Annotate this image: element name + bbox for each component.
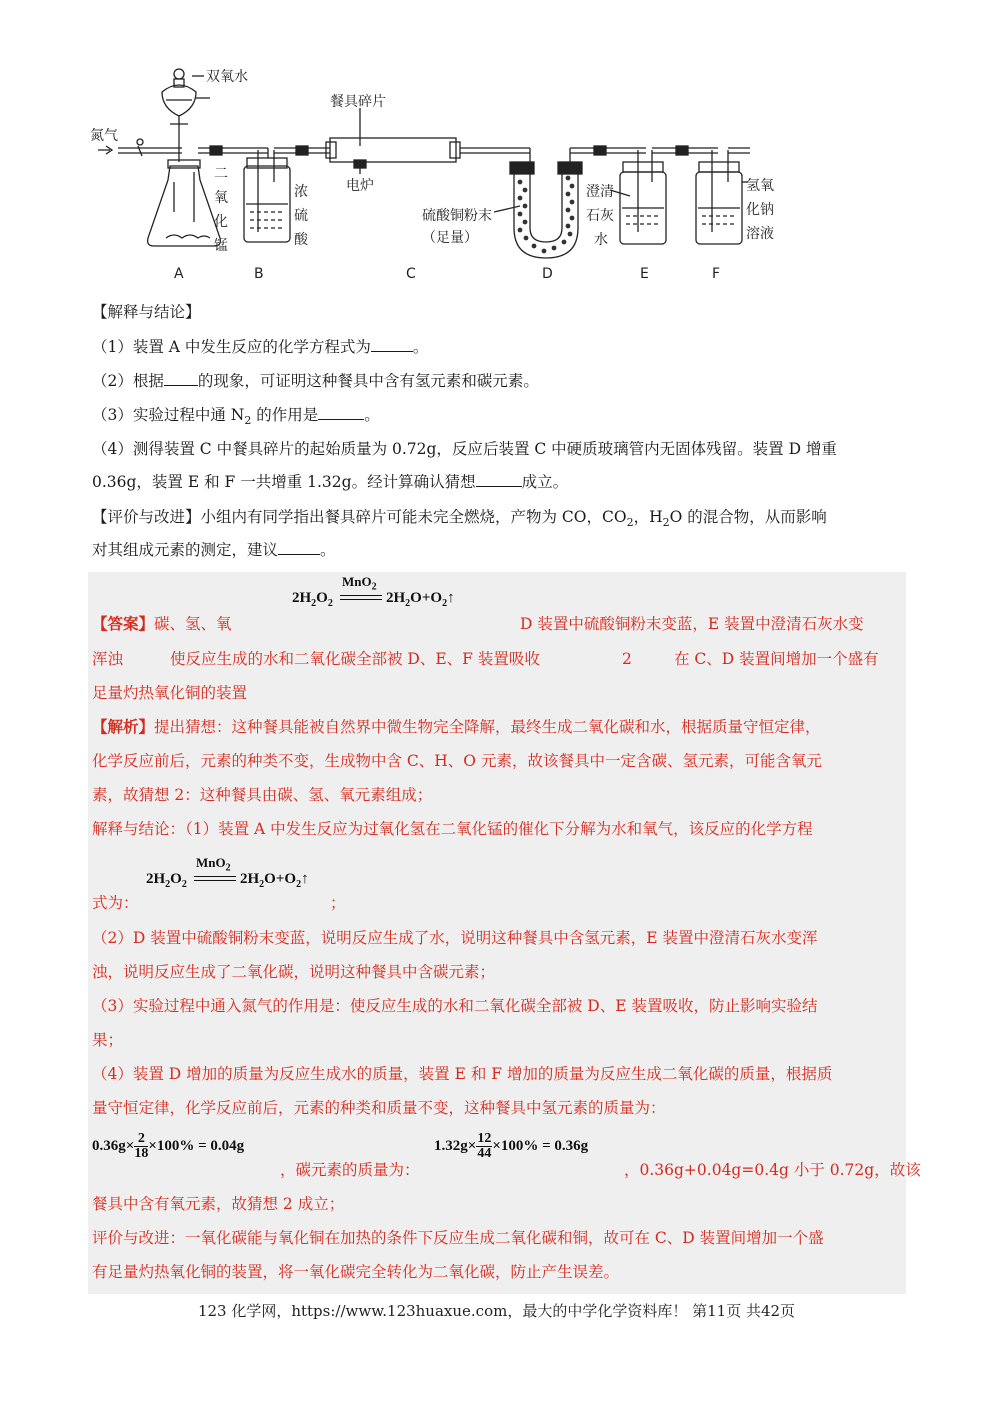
equation-analysis	[146, 853, 336, 893]
eq-bar-top	[340, 595, 382, 596]
question-3	[92, 405, 380, 431]
calc-conclusion: ，0.36g+0.04g=0.4g 小于 0.72g，故该	[624, 1161, 921, 1179]
eval-blank	[278, 540, 320, 555]
q1-end: 。	[412, 338, 429, 356]
analysis-text-1: 提出猜想：这种餐具能被自然界中微生物完全降解，最终生成二氧化碳和水，根据质量守恒定律，	[154, 718, 821, 736]
label-limewater-3: 水	[594, 232, 608, 248]
fraction-c: $\frac{12}{44}$	[477, 1131, 492, 1161]
analysis-line-5-b: ；	[330, 894, 346, 912]
fraction-h: $\frac{2}{18}$	[134, 1131, 149, 1161]
q1-text: （1）装置 A 中发生反应的化学方程式为	[92, 338, 371, 356]
answer-line-3: 足量灼热氧化铜的装置	[92, 684, 248, 702]
label-mno2-2: 氧	[214, 190, 228, 206]
label-naoh-2: 化钠	[746, 202, 774, 218]
eval-sub-2: 2	[662, 516, 670, 530]
gas-arrow-icon: ↑	[447, 590, 455, 606]
eq2-right: $2H_2O+O_2↑$	[240, 871, 309, 890]
q4-text-b: 成立。	[521, 473, 569, 491]
label-naoh-1: 氢氧	[746, 178, 774, 194]
eval-text-a: 【评价与改进】小组内有同学指出餐具碎片可能未完全燃烧，产物为 CO，CO	[92, 508, 627, 526]
label-nitrogen: 氮气	[90, 128, 118, 144]
equation-answer	[292, 572, 482, 612]
gas-arrow-icon-2: ↑	[301, 871, 309, 887]
section-heading: 【解释与结论】	[92, 303, 201, 321]
analysis-line-4: 解释与结论：（1）装置 A 中发生反应为过氧化氢在二氧化锰的催化下分解为水和氧气，该反应的化学方程	[92, 820, 813, 838]
inlet-arrow-icon	[98, 146, 112, 154]
question-4-line-1: （4）测得装置 C 中餐具碎片的起始质量为 0.72g，反应后装置 C 中硬质玻璃管内无固体残留。装置 D 增重	[92, 440, 837, 458]
label-h2so4-1: 浓	[294, 184, 308, 200]
device-label-b: B	[254, 266, 264, 282]
page-footer: 123 化学网，https://www.123huaxue.com，最大的中学化学资料库！ 第11页 共42页	[197, 1302, 796, 1320]
analysis-line-14: 评价与改进：一氧化碳能与氧化铜在加热的条件下反应生成二氧化碳和铜，故可在 C、D 装置间增加一个盛	[92, 1229, 824, 1247]
answer-line-1	[92, 614, 232, 634]
analysis-line-15: 有足量灼热氧化铜的装置，将一氧化碳完全转化为二氧化碳，防止产生误差。	[92, 1263, 620, 1281]
label-h2so4-2: 硫	[294, 208, 308, 224]
eq-bar-bottom	[340, 599, 382, 600]
q2-text-b: 的现象，可证明这种餐具中含有氢元素和碳元素。	[197, 372, 539, 390]
label-limewater-1: 澄清	[586, 184, 614, 200]
label-debris: 餐具碎片	[330, 94, 386, 110]
eq-right: $2H_2O+O_2↑$	[386, 590, 455, 609]
device-label-c: C	[406, 266, 416, 282]
label-mno2-1: 二	[214, 166, 228, 182]
analysis-line-9: 果；	[92, 1031, 124, 1049]
device-label-e: E	[640, 266, 649, 282]
carbon-mass-calc: 1.32g× $\frac{12}{44}$ ×100% = 0.36g	[434, 1131, 589, 1161]
label-peroxide: 双氧水	[206, 69, 248, 85]
eval-sub-1: 2	[626, 516, 634, 530]
device-label-a: A	[174, 266, 184, 282]
answer-line-2-d: 在 C、D 装置间增加一个盛有	[674, 650, 879, 668]
q3-text-b: 的作用是	[251, 406, 319, 424]
q3-blank	[318, 405, 364, 420]
label-mno2-4: 锰	[214, 238, 228, 254]
analysis-line-11: 量守恒定律，化学反应前后，元素的种类和质量不变，这种餐具中氢元素的质量为：	[92, 1099, 666, 1117]
question-2	[92, 371, 539, 391]
analysis-line-6: （2）D 装置中硫酸铜粉末变蓝，说明反应生成了水，说明这种餐具中含氢元素，E 装置中澄清石灰水变浑	[92, 929, 818, 947]
carbon-mass-label: ，碳元素的质量为：	[280, 1161, 420, 1179]
answer-line-2-b: 使反应生成的水和二氧化碳全部被 D、E、F 装置吸收	[170, 650, 540, 668]
q4-blank	[476, 472, 522, 487]
analysis-line-3: 素，故猜想 2：这种餐具由碳、氢、氧元素组成；	[92, 786, 433, 804]
analysis-line-13: 餐具中含有氧元素，故猜想 2 成立；	[92, 1195, 345, 1213]
label-mno2-3: 化	[214, 214, 228, 230]
eq2-left: $2H_2O_2$	[146, 871, 187, 890]
eq2-catalyst: MnO$_2$	[196, 855, 231, 874]
evaluation-line-2	[92, 540, 336, 560]
analysis-line-2: 化学反应前后，元素的种类不变，生成物中含 C、H、O 元素，故该餐具中一定含碳、氢元素，可能含氧元	[92, 752, 822, 770]
eq2-bar-bottom	[194, 880, 236, 881]
analysis-line-1	[92, 717, 821, 737]
answer-part-2: D 装置中硫酸铜粉末变蓝，E 装置中澄清石灰水变	[520, 615, 864, 633]
label-naoh-3: 溶液	[746, 226, 774, 242]
device-label-f: F	[712, 266, 721, 282]
device-label-d: D	[542, 266, 553, 282]
question-4-line-2	[92, 472, 568, 492]
analysis-line-7: 浊，说明反应生成了二氧化碳，说明这种餐具中含碳元素；	[92, 963, 496, 981]
q2-text-a: （2）根据	[92, 372, 164, 390]
q3-end: 。	[364, 406, 380, 424]
answer-part-1: 碳、氢、氧	[154, 615, 232, 633]
q4-text-a: 0.36g，装置 E 和 F 一共增重 1.32g。经计算确认猜想	[92, 473, 476, 491]
question-1	[92, 337, 428, 357]
eval-text-b: ，H	[633, 508, 663, 526]
label-cuso4: 硫酸铜粉末	[422, 208, 492, 224]
answer-line-2-a: 浑浊	[92, 650, 124, 668]
apparatus-diagram	[90, 62, 790, 284]
label-h2so4-3: 酸	[294, 232, 308, 248]
q2-blank	[164, 371, 198, 386]
eq2-bar-top	[194, 876, 236, 877]
label-limewater-2: 石灰	[586, 208, 614, 224]
evaluation-line-1	[92, 507, 827, 533]
q3-text-a: （3）实验过程中通 N	[92, 406, 245, 424]
analysis-line-8: （3）实验过程中通入氮气的作用是：使反应生成的水和二氧化碳全部被 D、E 装置吸收，防止影响实验结	[92, 997, 818, 1015]
eq-catalyst: MnO$_2$	[342, 574, 377, 593]
analysis-line-5-a: 式为：	[92, 894, 139, 912]
eval2-text: 对其组成元素的测定，建议	[92, 541, 279, 559]
analysis-line-10: （4）装置 D 增加的质量为反应生成水的质量，装置 E 和 F 增加的质量为反应生成二氧化碳的质量，根据质	[92, 1065, 833, 1083]
eval-text-c: O 的混合物，从而影响	[669, 508, 827, 526]
label-furnace: 电炉	[346, 178, 374, 194]
eval2-end: 。	[320, 541, 336, 559]
eq-left: $2H_2O_2$	[292, 590, 333, 609]
hydrogen-mass-calc: 0.36g× $\frac{2}{18}$ ×100% = 0.04g	[92, 1131, 245, 1161]
label-cuso4-amount: （足量）	[422, 230, 478, 246]
q1-blank	[371, 337, 413, 352]
q3-sub: 2	[244, 414, 252, 428]
answer-label: 【答案】	[92, 614, 155, 633]
analysis-label: 【解析】	[92, 717, 155, 736]
answer-line-2-c: 2	[622, 650, 632, 668]
